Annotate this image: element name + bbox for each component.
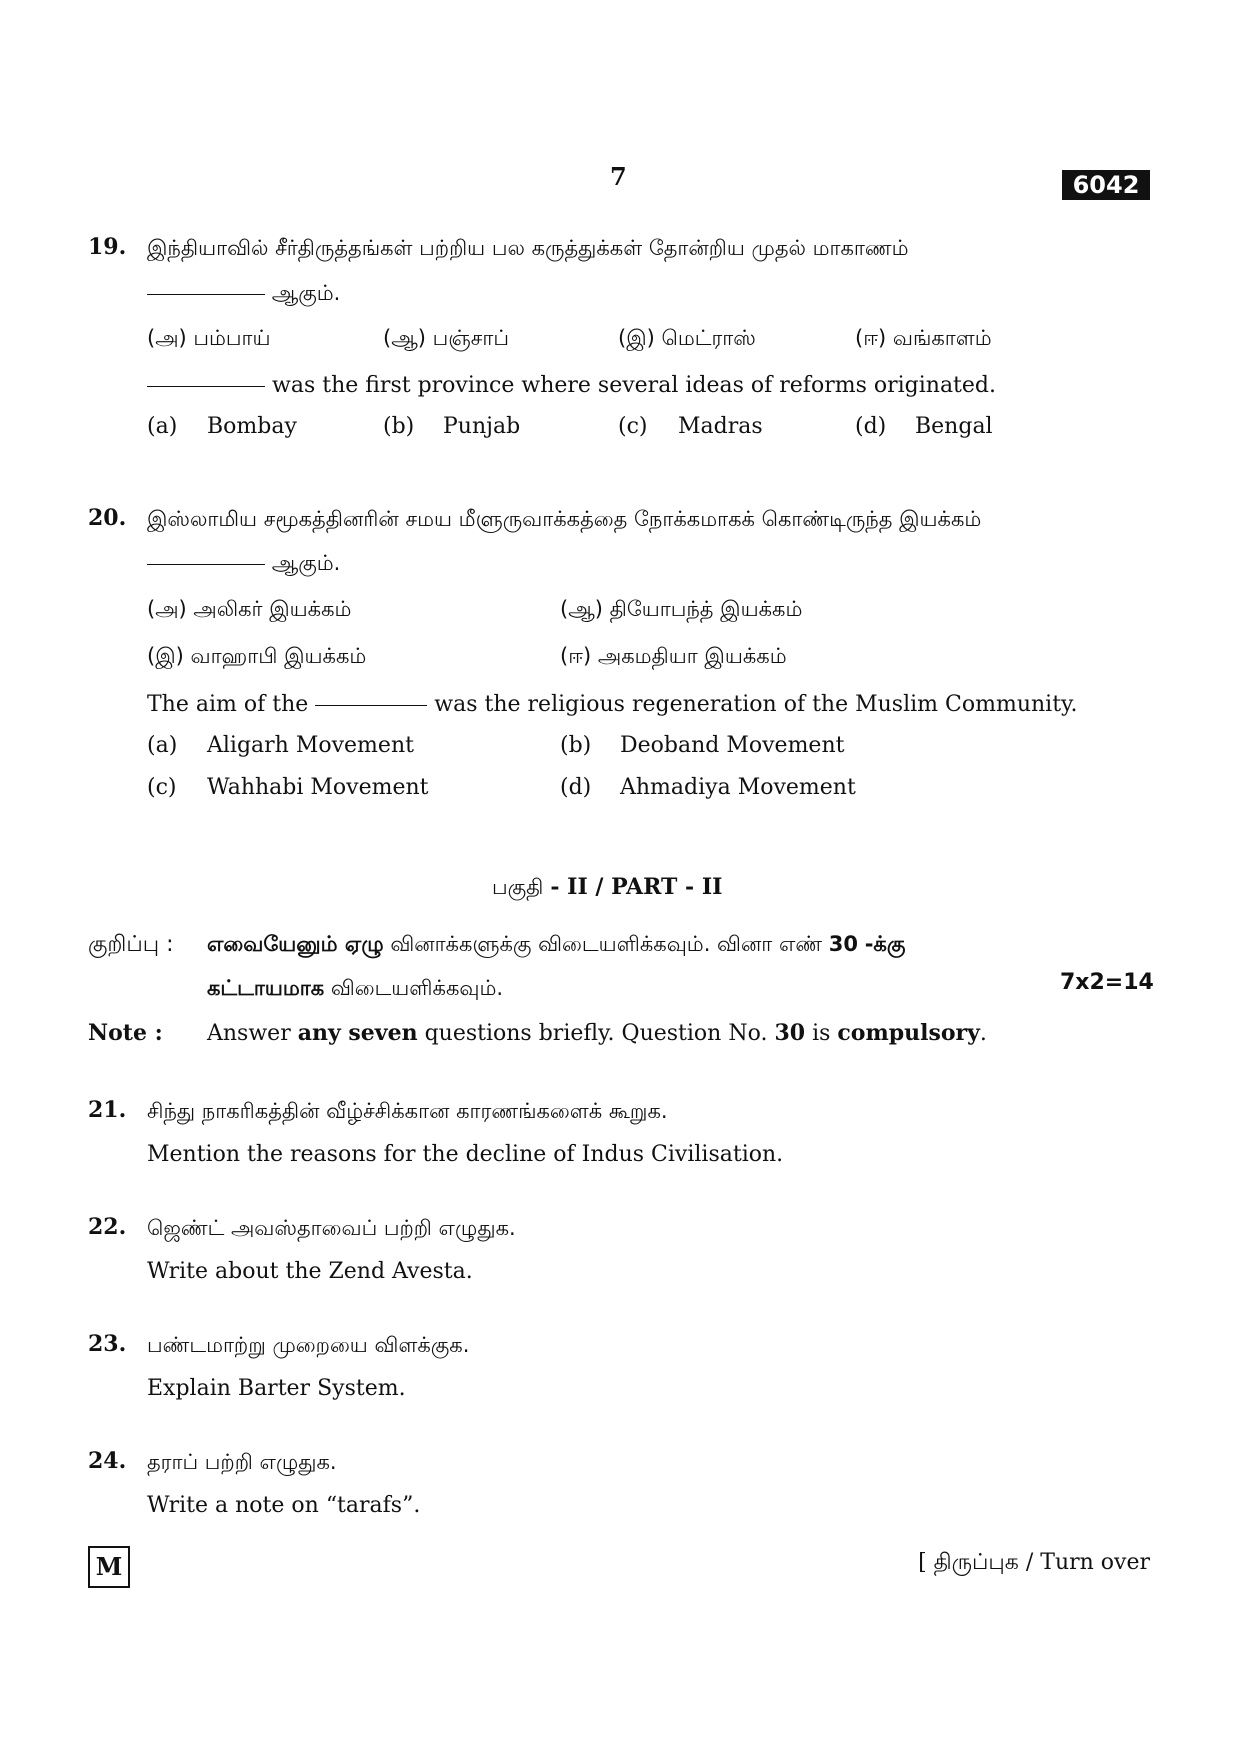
- english-option-a: (a) Aligarh Movement: [147, 733, 414, 758]
- tamil-suffix: ஆகும்.: [271, 281, 341, 305]
- question-number: 22.: [88, 1214, 127, 1240]
- tamil-option-c: (இ) மெட்ராஸ்: [618, 326, 756, 350]
- answer-blank: [147, 293, 265, 295]
- english-option-b: (b) Deoband Movement: [560, 733, 845, 758]
- tamil-option-a: (அ) அலிகர் இயக்கம்: [147, 597, 352, 621]
- tamil-note-line2: கட்டாயமாக விடையளிக்கவும்.: [207, 976, 504, 1000]
- question-text-tamil: தராப் பற்றி எழுதுக.: [147, 1450, 337, 1474]
- tamil-option-d: (ஈ) அகமதியா இயக்கம்: [560, 644, 787, 668]
- question-number: 21.: [88, 1097, 127, 1123]
- question-text-tamil-line2: [147, 551, 340, 578]
- question-text-english: Write a note on “tarafs”.: [147, 1493, 421, 1518]
- english-note-text: Answer any seven questions briefly. Question No. 30 is compulsory.: [207, 1020, 987, 1046]
- part-heading: பகுதி - II / PART - II: [492, 874, 723, 900]
- tamil-option-b: (ஆ) தியோபந்த் இயக்கம்: [560, 597, 803, 621]
- english-option-c: (c) Madras: [618, 414, 763, 439]
- question-number: 20.: [88, 505, 127, 531]
- question-text-english: Mention the reasons for the decline of Indus Civilisation.: [147, 1142, 784, 1167]
- page-number: 7: [610, 162, 627, 191]
- m-mark-box: M: [88, 1546, 130, 1588]
- tamil-note-label: குறிப்பு :: [88, 932, 174, 957]
- question-text-english: was the first province where several ideas of reforms originated.: [147, 373, 996, 398]
- tamil-option-c: (இ) வாஹாபி இயக்கம்: [147, 644, 367, 668]
- question-number: 19.: [88, 234, 127, 260]
- question-text-tamil: பண்டமாற்று முறையை விளக்குக.: [147, 1333, 470, 1357]
- marks-allocation: 7x2=14: [1060, 970, 1154, 995]
- question-text-english: Explain Barter System.: [147, 1376, 406, 1401]
- question-number: 24.: [88, 1448, 127, 1474]
- turn-over-text: [ திருப்புக / Turn over: [918, 1550, 1150, 1575]
- answer-blank: [147, 385, 265, 387]
- tamil-option-d: (ஈ) வங்காளம்: [855, 326, 992, 350]
- tamil-option-b: (ஆ) பஞ்சாப்: [383, 326, 510, 350]
- english-option-d: (d) Ahmadiya Movement: [560, 775, 856, 800]
- question-text-tamil: சிந்து நாகரிகத்தின் வீழ்ச்சிக்கான காரணங்களைக் கூறுக.: [147, 1099, 668, 1123]
- tamil-option-a: (அ) பம்பாய்: [147, 326, 271, 350]
- paper-code-badge: 6042: [1062, 170, 1150, 200]
- english-option-a: (a) Bombay: [147, 414, 297, 439]
- question-text-tamil-line2: [147, 281, 340, 308]
- english-option-c: (c) Wahhabi Movement: [147, 775, 429, 800]
- question-text-tamil: இஸ்லாமிய சமூகத்தினரின் சமய மீளுருவாக்கத்தை நோக்கமாகக் கொண்டிருந்த இயக்கம்: [147, 507, 982, 531]
- question-text-tamil: இந்தியாவில் சீர்திருத்தங்கள் பற்றிய பல கருத்துக்கள் தோன்றிய முதல் மாகாணம்: [147, 236, 909, 260]
- tamil-note-line1: எவையேனும் ஏழு வினாக்களுக்கு விடையளிக்கவும். வினா எண் 30 -க்கு: [207, 932, 906, 956]
- english-option-d: (d) Bengal: [855, 414, 993, 439]
- question-text-english: Write about the Zend Avesta.: [147, 1259, 473, 1284]
- question-text-tamil: ஜெண்ட் அவஸ்தாவைப் பற்றி எழுதுக.: [147, 1216, 516, 1240]
- answer-blank: [147, 563, 265, 565]
- english-note-label: Note :: [88, 1020, 163, 1046]
- question-text-english: The aim of the was the religious regeneration of the Muslim Community.: [147, 692, 1078, 717]
- question-number: 23.: [88, 1331, 127, 1357]
- tamil-suffix: ஆகும்.: [271, 551, 341, 575]
- answer-blank: [315, 704, 427, 706]
- english-option-b: (b) Punjab: [383, 414, 521, 439]
